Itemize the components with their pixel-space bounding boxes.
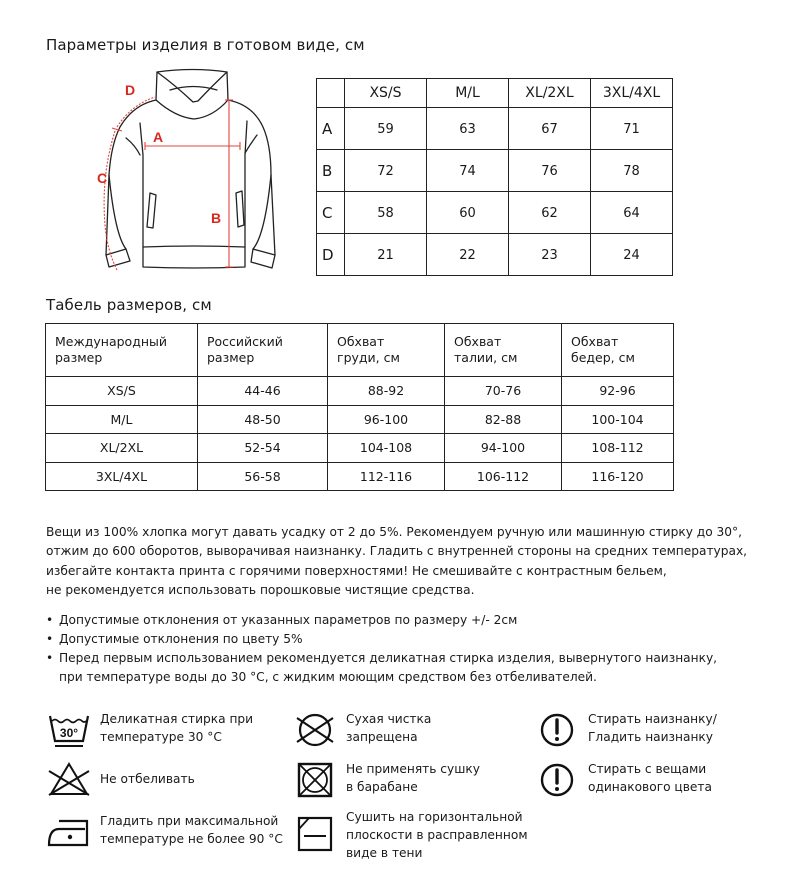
column-header: Обхват талии, см [445,324,562,377]
label-c: C [97,170,108,186]
table-row [46,405,674,434]
table-cell: 88-92 [328,377,445,406]
notes-list [46,611,786,687]
note-item: • Перед первым использованием рекомендуется деликатная стирка изделия, вывернутого наизнанку, при температуре воды до 30 °С, с жидким моющим средством без отбеливателей. [46,651,718,684]
table-cell: 60 [427,192,509,234]
paragraph-line: Вещи из 100% хлопка могут давать усадку от 2 до 5%. Рекомендуем ручную или машинную стирку до 30°, [46,525,743,539]
label-a: A [153,129,164,145]
care-paragraph [46,523,786,600]
label-b: B [211,210,222,226]
table-cell: 72 [345,150,427,192]
no-bleach-icon [44,760,94,800]
no-dry-clean-icon [290,710,340,750]
table-row [46,434,674,463]
table-row [317,150,673,192]
care-label: Не отбеливать [100,772,195,786]
table-cell: M/L [46,405,198,434]
column-header: Обхват груди, см [328,324,445,377]
care-label: Стирать наизнанку/ Гладить наизнанку [588,712,717,744]
table-cell: 3XL/4XL [46,462,198,491]
table-cell: 71 [591,108,673,150]
column-header: XL/2XL [509,79,591,108]
iron-low-icon [44,812,94,852]
table-row [317,192,673,234]
table-cell: 104-108 [328,434,445,463]
table-cell: 44-46 [198,377,328,406]
care-label: Деликатная стирка при температуре 30 °С [100,712,254,744]
table-header-row [46,324,674,377]
table-cell: 21 [345,234,427,276]
table-cell: 22 [427,234,509,276]
no-tumble-dry-icon [290,760,340,800]
finished-params-title: Параметры изделия в готовом виде, см [46,36,365,54]
row-label: A [317,108,345,150]
table-cell: 56-58 [198,462,328,491]
dry-flat-shade-icon [290,814,340,854]
table-cell: 48-50 [198,405,328,434]
table-cell: 23 [509,234,591,276]
care-item-no-tumble-dry [290,760,480,800]
row-label: B [317,150,345,192]
column-header: Обхват бедер, см [562,324,674,377]
table-cell: 92-96 [562,377,674,406]
care-label: Сухая чистка запрещена [346,712,432,744]
row-label: D [317,234,345,276]
table-cell: 96-100 [328,405,445,434]
table-cell: 108-112 [562,434,674,463]
svg-text:30°: 30° [59,726,79,740]
care-label: Стирать с вещами одинакового цвета [588,762,712,794]
column-header: 3XL/4XL [591,79,673,108]
table-cell: 78 [591,150,673,192]
note-item: • Допустимые отклонения по цвету 5% [46,632,303,646]
table-cell: 59 [345,108,427,150]
table-cell: 67 [509,108,591,150]
size-chart-table [45,323,674,491]
wash-30-icon [44,710,94,750]
table-cell: 64 [591,192,673,234]
table-cell: XL/2XL [46,434,198,463]
table-cell: 70-76 [445,377,562,406]
column-header: M/L [427,79,509,108]
care-item-dry-flat [290,808,528,862]
size-table-title: Табель размеров, см [46,296,212,314]
column-header: Международный размер [46,324,198,377]
label-d: D [125,82,136,98]
column-header: XS/S [345,79,427,108]
table-row [317,234,673,276]
warning-icon [532,760,582,800]
care-item-inside-out [532,710,717,750]
care-label: Не применять сушку в барабане [346,762,480,794]
table-cell: 106-112 [445,462,562,491]
table-cell: 52-54 [198,434,328,463]
note-item: • Допустимые отклонения от указанных параметров по размеру +/- 2см [46,613,518,627]
table-cell: 62 [509,192,591,234]
corner-cell [317,79,345,108]
table-cell: 116-120 [562,462,674,491]
table-row [317,108,673,150]
table-cell: 63 [427,108,509,150]
care-item-no-dry-clean [290,710,431,750]
care-item-wash-30 [44,710,253,750]
table-cell: 100-104 [562,405,674,434]
care-item-same-color [532,760,712,800]
table-cell: 76 [509,150,591,192]
warning-icon [532,710,582,750]
care-item-iron [44,812,283,852]
hoodie-measurement-diagram [95,65,295,280]
table-cell: XS/S [46,377,198,406]
table-cell: 74 [427,150,509,192]
table-row [46,462,674,491]
care-item-no-bleach [44,760,195,800]
finished-params-table [316,78,673,276]
row-label: C [317,192,345,234]
table-cell: 58 [345,192,427,234]
paragraph-line: избегайте контакта принта с горячими поверхностями! Не смешивайте с контрастным бельем, [46,563,667,578]
table-cell: 94-100 [445,434,562,463]
table-cell: 24 [591,234,673,276]
care-label: Гладить при максимальной температуре не более 90 °С [100,814,283,846]
care-label: Сушить на горизонтальной плоскости в расправленном виде в тени [346,810,528,860]
paragraph-line: не рекомендуется использовать порошковые чистящие средства. [46,582,475,597]
column-header: Российский размер [198,324,328,377]
table-cell: 82-88 [445,405,562,434]
table-header-row [317,79,673,108]
paragraph-line: отжим до 600 оборотов, выворачивая наизнанку. Гладить с внутренней стороны на средних температурах, [46,544,748,559]
table-cell: 112-116 [328,462,445,491]
table-row [46,377,674,406]
